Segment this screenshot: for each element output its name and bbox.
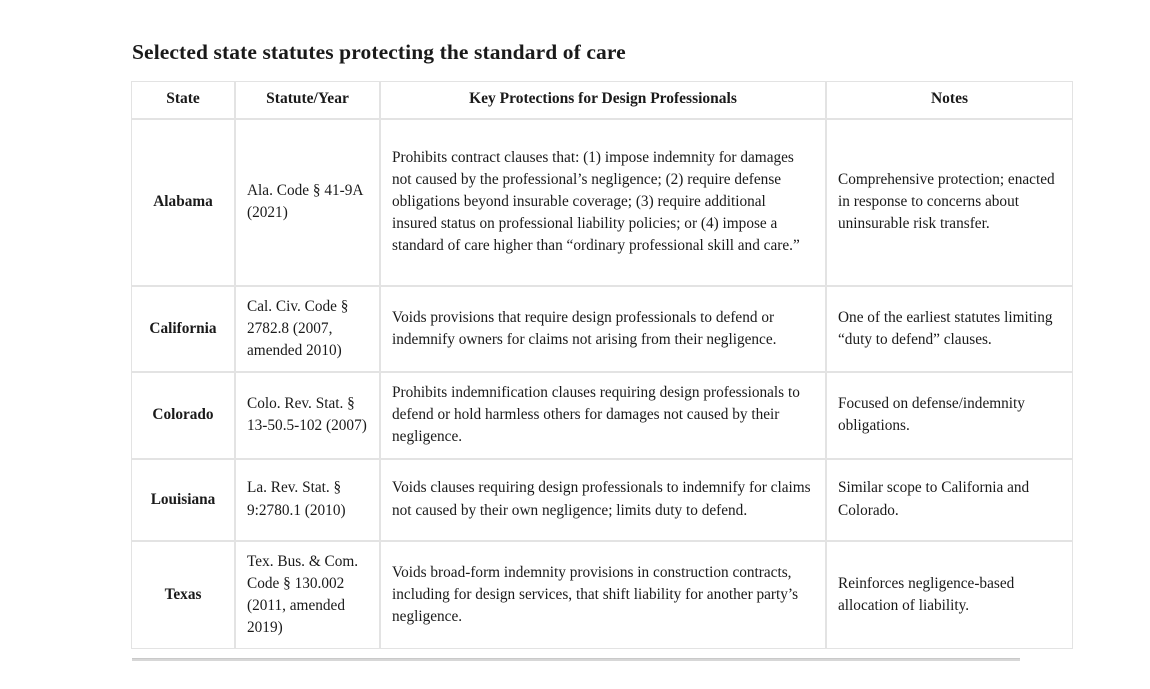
horizontal-divider bbox=[132, 658, 1020, 661]
statutes-table bbox=[131, 81, 1073, 649]
cell-statute-year: Cal. Civ. Code § 2782.8 (2007, amended 2010) bbox=[235, 286, 380, 373]
cell-notes: Reinforces negligence-based allocation of liability. bbox=[826, 541, 1073, 650]
statutes-table-container bbox=[131, 81, 1073, 649]
cell-state: California bbox=[131, 286, 235, 373]
cell-notes: One of the earliest statutes limiting “duty to defend” clauses. bbox=[826, 286, 1073, 373]
column-header-key-protections: Key Protections for Design Professionals bbox=[380, 81, 826, 119]
cell-statute-year: La. Rev. Stat. § 9:2780.1 (2010) bbox=[235, 459, 380, 541]
table-row bbox=[131, 119, 1073, 286]
cell-key-protections: Voids clauses requiring design professionals to indemnify for claims not caused by their own negligence; limits duty to defend. bbox=[380, 459, 826, 541]
table-body bbox=[131, 119, 1073, 650]
cell-state: Texas bbox=[131, 541, 235, 650]
cell-state: Colorado bbox=[131, 372, 235, 459]
table-row bbox=[131, 286, 1073, 373]
table-row bbox=[131, 541, 1073, 650]
page-title: Selected state statutes protecting the standard of care bbox=[132, 40, 626, 65]
cell-state: Louisiana bbox=[131, 459, 235, 541]
cell-statute-year: Ala. Code § 41-9A (2021) bbox=[235, 119, 380, 286]
column-header-statute-year: Statute/Year bbox=[235, 81, 380, 119]
cell-key-protections: Prohibits contract clauses that: (1) impose indemnity for damages not caused by the professional’s negligence; (2) require defense obligations beyond insurable coverage; (3) require additional insured status on professional liability policies; or (4) impose a standard of care higher than “ordinary professional skill and care.” bbox=[380, 119, 826, 286]
table-header bbox=[131, 81, 1073, 119]
cell-key-protections: Voids provisions that require design professionals to defend or indemnify owners for claims not arising from their negligence. bbox=[380, 286, 826, 373]
table-row bbox=[131, 372, 1073, 459]
column-header-state: State bbox=[131, 81, 235, 119]
table-row bbox=[131, 459, 1073, 541]
cell-notes: Focused on defense/indemnity obligations. bbox=[826, 372, 1073, 459]
cell-key-protections: Voids broad-form indemnity provisions in construction contracts, including for design services, that shift liability for another party’s negligence. bbox=[380, 541, 826, 650]
column-header-notes: Notes bbox=[826, 81, 1073, 119]
cell-key-protections: Prohibits indemnification clauses requiring design professionals to defend or hold harmless others for damages not caused by their negligence. bbox=[380, 372, 826, 459]
cell-state: Alabama bbox=[131, 119, 235, 286]
cell-notes: Similar scope to California and Colorado. bbox=[826, 459, 1073, 541]
cell-statute-year: Colo. Rev. Stat. § 13-50.5-102 (2007) bbox=[235, 372, 380, 459]
cell-statute-year: Tex. Bus. & Com. Code § 130.002 (2011, amended 2019) bbox=[235, 541, 380, 650]
cell-notes: Comprehensive protection; enacted in response to concerns about uninsurable risk transfer. bbox=[826, 119, 1073, 286]
table-header-row bbox=[131, 81, 1073, 119]
